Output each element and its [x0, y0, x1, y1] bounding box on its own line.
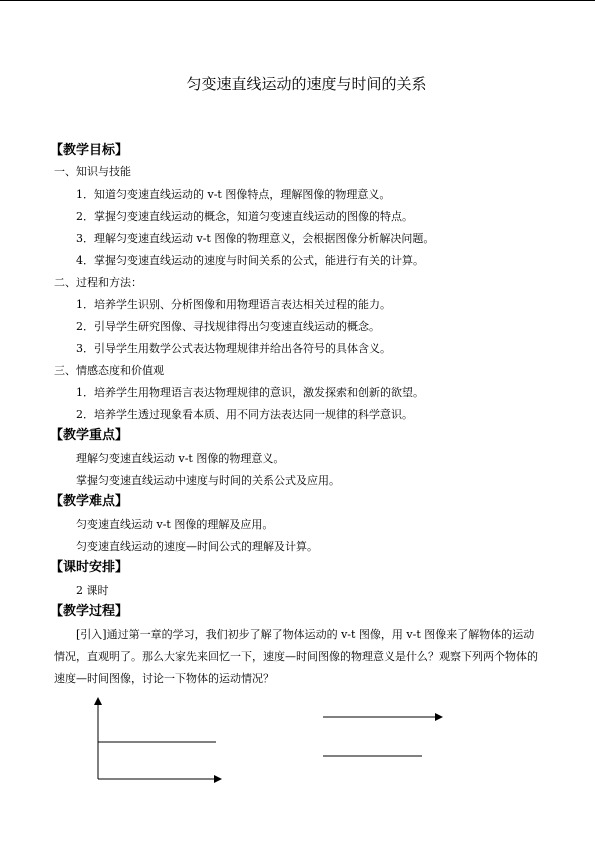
goals-s1-item: 3．理解匀变速直线运动 v-t 图像的物理意义，会根据图像分析解决问题。: [76, 232, 435, 245]
goals-s2-item: 1．培养学生识别、分析图像和用物理语言表达相关过程的能力。: [76, 298, 391, 311]
goals-s1-item: 4．掌握匀变速直线运动的速度与时间关系的公式，能进行有关的计算。: [76, 254, 424, 267]
goals-s3-item: 2．培养学生透过现象看本质、用不同方法表达同一规律的科学意识。: [76, 408, 413, 421]
key-point-item: 理解匀变速直线运动 v-t 图像的物理意义。: [76, 452, 285, 465]
goals-section-2-title: 二、过程和方法：: [54, 276, 142, 289]
difficulties-heading: 【教学难点】: [50, 494, 129, 509]
goals-heading: 【教学目标】: [50, 143, 129, 158]
schedule-heading: 【课时安排】: [50, 560, 129, 575]
goals-section-3-title: 三、情感态度和价值观: [54, 364, 164, 377]
goals-s2-item: 3．引导学生用数学公式表达物理规律并给出各符号的具体含义。: [76, 342, 391, 355]
schedule-value: 2 课时: [76, 584, 109, 597]
key-point-item: 掌握匀变速直线运动中速度与时间的关系公式及应用。: [76, 474, 340, 487]
goals-s3-item: 1．培养学生用物理语言表达物理规律的意识，激发探索和创新的欲望。: [76, 386, 424, 399]
goals-s1-item: 2．掌握匀变速直线运动的概念，知道匀变速直线运动的图像的特点。: [76, 210, 413, 223]
graph-left: [98, 698, 221, 779]
graph-right: [323, 717, 442, 756]
key-points-heading: 【教学重点】: [50, 428, 129, 443]
difficulty-item: 匀变速直线运动 v-t 图像的理解及应用。: [76, 518, 274, 531]
difficulty-item: 匀变速直线运动的速度—时间公式的理解及计算。: [76, 540, 318, 553]
document-title: 匀变速直线运动的速度与时间的关系: [186, 75, 427, 93]
process-intro-text: [引入]通过第一章的学习，我们初步了解了物体运动的 v-t 图像，用 v-t 图像来了解物体的运动情况，直观明了。那么大家先来回忆一下，速度—时间图像的物理意义是什么？观察下列两个物体的速度—时间图像，讨论一下物体的运动情况？: [54, 628, 538, 685]
goals-section-1-title: 一、知识与技能: [54, 165, 131, 178]
goals-s1-item: 1．知道匀变速直线运动的 v-t 图像特点，理解图像的物理意义。: [76, 188, 391, 201]
goals-s2-item: 2．引导学生研究图像、寻找规律得出匀变速直线运动的概念。: [76, 320, 380, 333]
process-heading: 【教学过程】: [50, 604, 129, 619]
